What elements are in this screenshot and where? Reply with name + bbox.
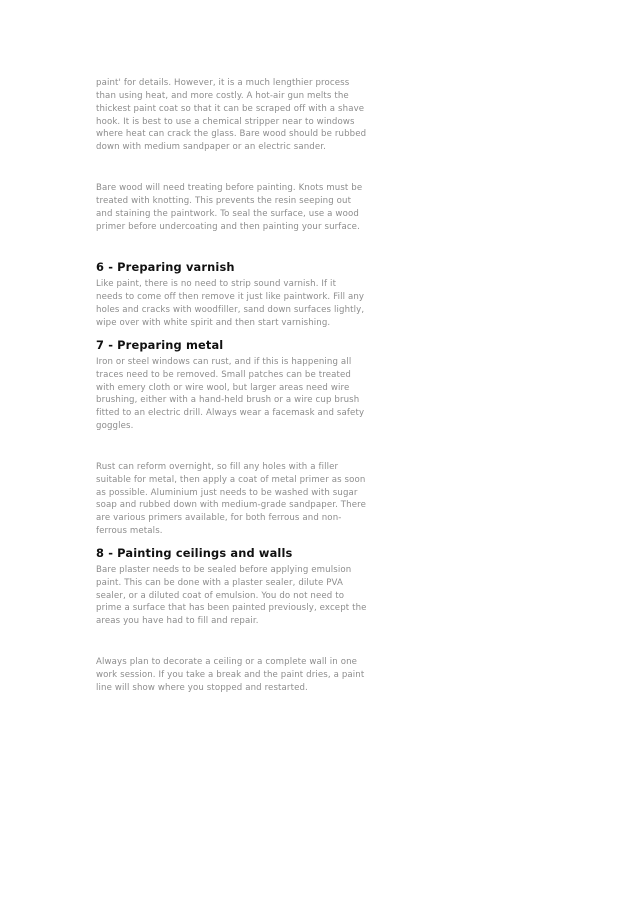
paragraph-varnish: Like paint, there is no need to strip sound varnish. If it needs to come off then remove it just like paintwork. Fill any holes and cracks with woodfiller, sand down surfaces lightly, wipe over with white spirit and then start varnishing. (96, 279, 365, 328)
text-column (96, 77, 378, 695)
paragraph-bare-wood: Bare wood will need treating before painting. Knots must be treated with knotting. This prevents the resin seeping out and staining the paintwork. To seal the surface, use a wood primer before undercoating and then painting your surface. (96, 183, 363, 232)
paragraph-paint-stripping: paint' for details. However, it is a much lengthier process than using heat, and more costly. A hot-air gun melts the thickest paint coat so that it can be scraped off with a shave hook. It is best to use a chemical stripper near to windows where heat can crack the glass. Bare wood should be rubbed down with medium sandpaper or an electric sander. (96, 78, 367, 153)
paragraph-bare-plaster: Bare plaster needs to be sealed before applying emulsion paint. This can be done with a plaster sealer, dilute PVA sealer, or a diluted coat of emulsion. You do not need to prime a surface that has been painted previously, except the areas you have had to fill and repair. (96, 564, 367, 627)
heading-preparing-metal: 7 - Preparing metal (96, 337, 224, 352)
heading-painting-ceilings-walls: 8 - Painting ceilings and walls (96, 545, 293, 560)
paragraph-metal-rust: Iron or steel windows can rust, and if this is happening all traces need to be removed. Small patches can be treated with emery cloth or wire wool, but larger areas need wire brushing, either with a hand-held brush or a wire cup brush fitted to an electric drill. Always wear a facemask and safety goggles. (96, 356, 365, 432)
paragraph-work-session: Always plan to decorate a ceiling or a complete wall in one work session. If you take a break and the paint dries, a paint line will show where you stopped and restarted. (96, 657, 365, 693)
paragraph-metal-primer: Rust can reform overnight, so fill any holes with a filler suitable for metal, then apply a coat of metal primer as soon as possible. Aluminium just needs to be washed with sugar soap and rubbed down with medium-grade sandpaper. There are various primers available, for both ferrous and non- ferrous metals. (96, 461, 367, 537)
heading-preparing-varnish: 6 - Preparing varnish (96, 260, 235, 275)
